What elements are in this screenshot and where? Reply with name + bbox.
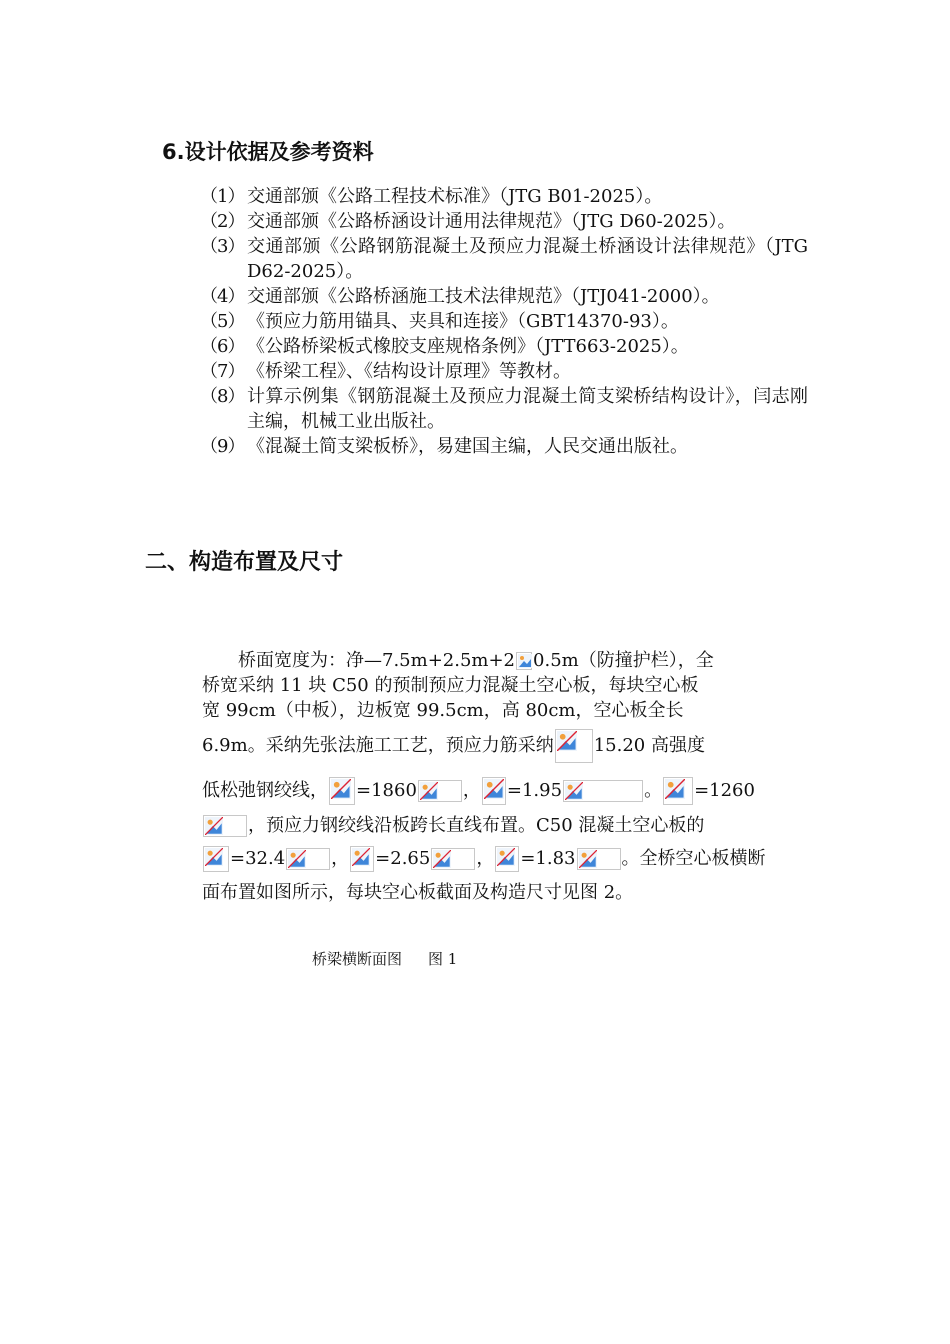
reference-item: （9） 《混凝土简支梁板桥》，易建国主编，人民交通出版社。 — [200, 436, 688, 457]
formula-image-placeholder — [495, 846, 519, 872]
section-2-heading: 二、构造布置及尺寸 — [145, 550, 344, 575]
structure-paragraph — [202, 648, 806, 905]
figure-number: 图 1 — [428, 950, 458, 968]
para-line-7: =32.4 ， =2.65 ， =1.83 。全桥空心板横断 — [202, 846, 806, 872]
formula-image-placeholder — [203, 815, 247, 837]
reference-item: （3） 交通部颁《公路钢筋混凝土及预应力混凝土桥涵设计法律规范》（JTG D62-2025）。 — [200, 236, 808, 282]
para-line-8: 面布置如图所示，每块空心板截面及构造尺寸见图 2。 — [202, 882, 634, 903]
reference-item: （6） 《公路桥梁板式橡胶支座规格条例》（JTT663-2025）。 — [200, 336, 689, 357]
formula-image-placeholder — [577, 848, 621, 870]
para-line-6: ，预应力钢绞线沿板跨长直线布置。C50 混凝土空心板的 — [202, 813, 806, 838]
formula-image-placeholder — [286, 848, 330, 870]
figure-title: 桥梁横断面图 — [312, 950, 403, 968]
reference-item: （4） 交通部颁《公路桥涵施工技术法律规范》（JTJ041-2000）。 — [200, 286, 720, 307]
reference-list — [200, 184, 808, 459]
para-line-1: 桥面宽度为：净—7.5m+2.5m+2 0.5m（防撞护栏），全 — [238, 650, 714, 671]
para-line-5: 低松弛钢绞线， =1860 ， =1.95 。 =1260 — [202, 777, 806, 805]
formula-image-placeholder — [350, 846, 374, 872]
section-6-heading: 6.设计依据及参考资料 — [162, 140, 374, 164]
reference-item: （7） 《桥梁工程》、《结构设计原理》等教材。 — [200, 361, 571, 382]
formula-image-placeholder — [563, 780, 643, 802]
reference-item: （8） 计算示例集《钢筋混凝土及预应力混凝土简支梁桥结构设计》，闫志刚主编，机械工业出版社。 — [200, 386, 808, 432]
broken-image-icon — [516, 652, 532, 670]
reference-item: （1） 交通部颁《公路工程技术标准》（JTG B01-2025）。 — [200, 186, 663, 207]
para-line-4: 6.9m。采纳先张法施工工艺，预应力筋采纳 15.20 高强度 — [202, 729, 806, 763]
formula-image-placeholder — [663, 777, 693, 805]
formula-image-placeholder — [329, 777, 355, 805]
reference-item: （2） 交通部颁《公路桥涵设计通用法律规范》（JTG D60-2025）。 — [200, 211, 736, 232]
reference-item: （5） 《预应力筋用锚具、夹具和连接》（GBT14370-93）。 — [200, 311, 679, 332]
formula-image-placeholder — [482, 777, 506, 805]
para-line-2: 桥宽采纳 11 块 C50 的预制预应力混凝土空心板，每块空心板 — [202, 675, 699, 696]
para-line-3: 宽 99cm（中板），边板宽 99.5cm，高 80cm，空心板全长 — [202, 700, 684, 721]
formula-image-placeholder — [418, 780, 462, 802]
formula-image-placeholder — [431, 848, 475, 870]
formula-image-placeholder — [203, 846, 229, 872]
formula-image-placeholder — [555, 729, 593, 763]
figure-caption — [312, 948, 483, 969]
